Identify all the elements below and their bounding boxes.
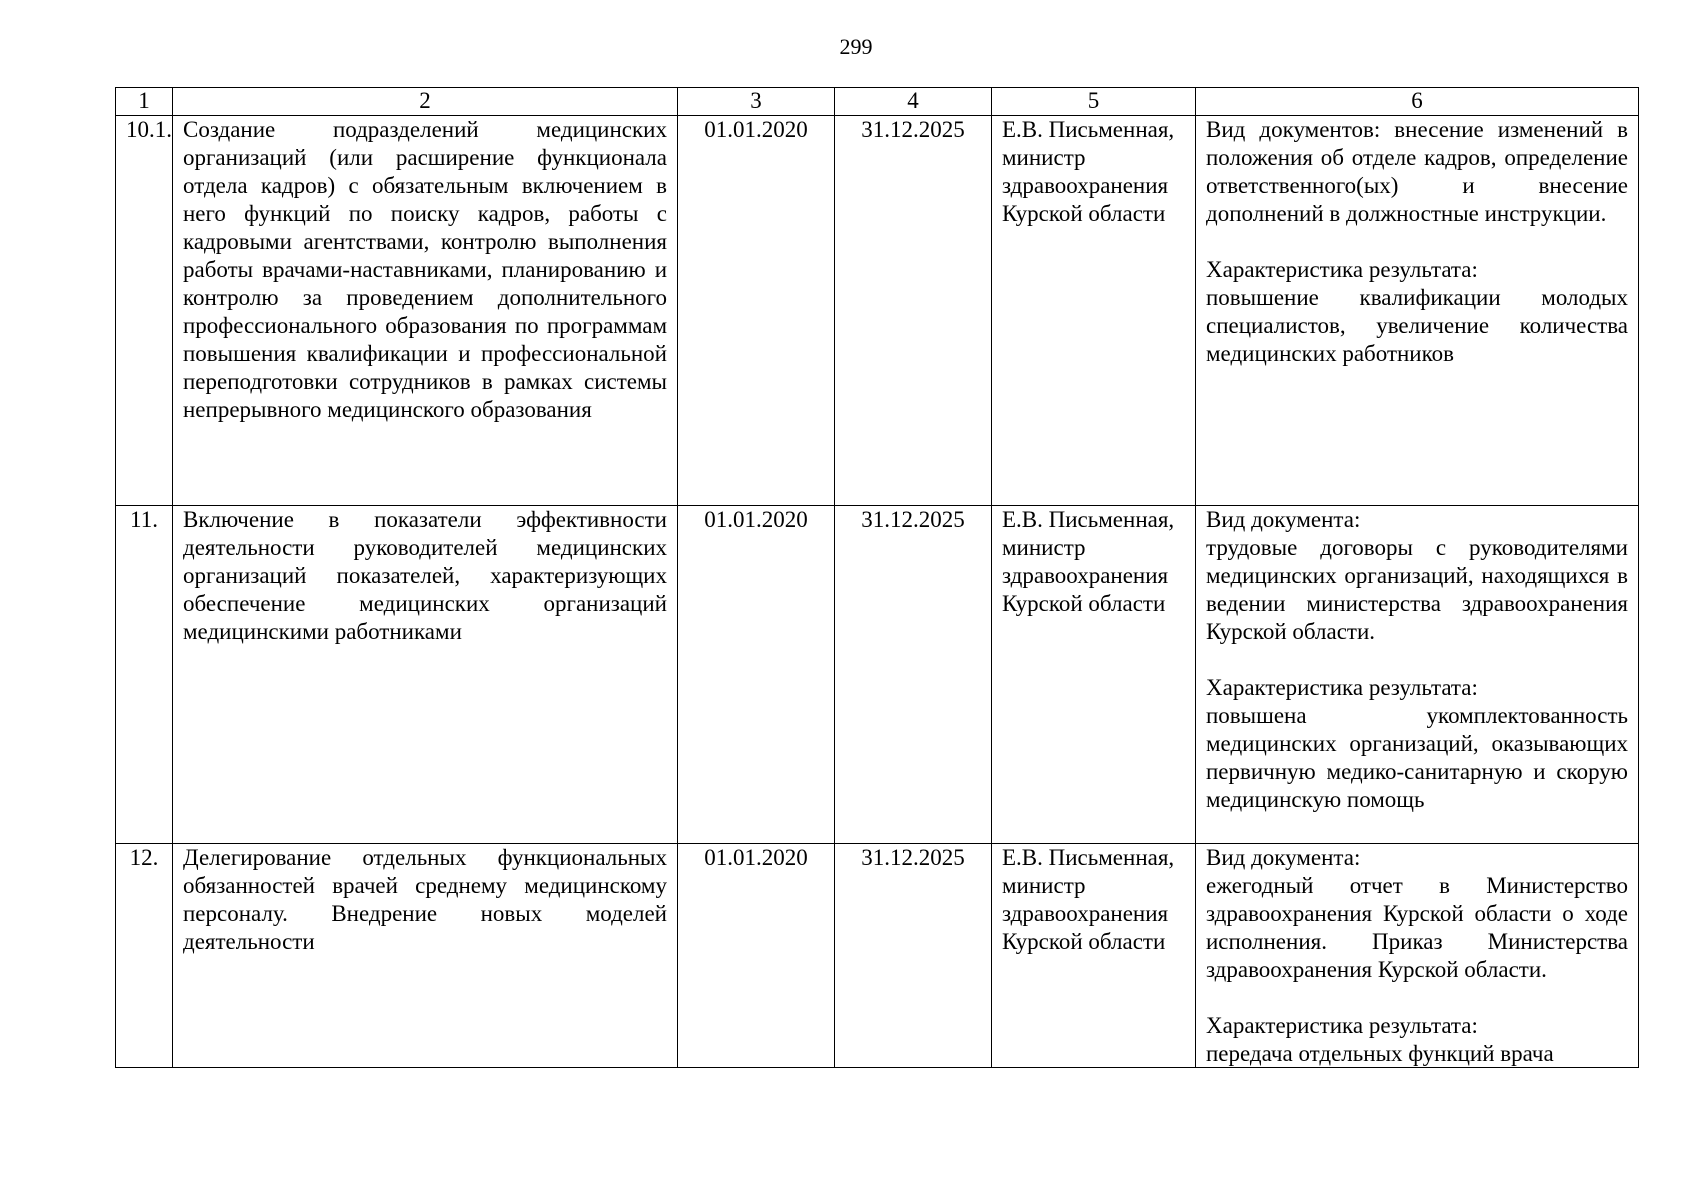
start-date: 01.01.2020 — [678, 506, 835, 844]
measure-description: Создание подразделений медицинских организаций (или расширение функционала отдела кадров) с обязательным включением в него функций по поиску кадров, работы с кадровыми агентствами, контролю выполнения работы врачами-наставниками, планированию и контролю за проведением дополнительного профессионального образования по программам повышения квалификации и профессиональной переподготовки сотрудников в рамках системы непрерывного медицинского образования — [173, 116, 678, 506]
column-header: 2 — [173, 88, 678, 116]
row-number: 11. — [116, 506, 173, 844]
start-date: 01.01.2020 — [678, 116, 835, 506]
column-header: 4 — [835, 88, 992, 116]
result-text: повышена укомплектованность медицинских организаций, оказывающих первичную медико-санитарную и скорую медицинскую помощь — [1206, 703, 1628, 812]
responsible-executor: Е.В. Письменная, министр здравоохранения Курской области — [992, 844, 1196, 1068]
table-row — [116, 116, 1639, 506]
table-row — [116, 506, 1639, 844]
column-header: 6 — [1196, 88, 1639, 116]
end-date: 31.12.2025 — [835, 844, 992, 1068]
document-text: ежегодный отчет в Министерство здравоохранения Курской области о ходе исполнения. Приказ Министерства здравоохранения Курской области. — [1206, 873, 1628, 982]
expected-result — [1196, 506, 1639, 844]
measure-description: Включение в показатели эффективности деятельности руководителей медицинских организаций показателей, характеризующих обеспечение медицинских организаций медицинскими работниками — [173, 506, 678, 844]
document-type: Вид документов: внесение изменений в положения об отделе кадров, определение ответственного(ых) и внесение дополнений в должностные инструкции. — [1206, 117, 1628, 226]
responsible-executor: Е.В. Письменная, министр здравоохранения Курской области — [992, 506, 1196, 844]
column-header: 5 — [992, 88, 1196, 116]
column-header: 3 — [678, 88, 835, 116]
result-label: Характеристика результата: — [1206, 257, 1478, 282]
page-number: 299 — [839, 34, 873, 59]
result-text: передача отдельных функций врача — [1206, 1041, 1554, 1066]
result-text: повышение квалификации молодых специалистов, увеличение количества медицинских работников — [1206, 285, 1628, 366]
table-header-row — [116, 88, 1639, 116]
column-header: 1 — [116, 88, 173, 116]
start-date: 01.01.2020 — [678, 844, 835, 1068]
document-text: трудовые договоры с руководителями медицинских организаций, находящихся в ведении министерства здравоохранения Курской области. — [1206, 535, 1628, 644]
document-type: Вид документа: — [1206, 507, 1361, 532]
result-label: Характеристика результата: — [1206, 675, 1478, 700]
document-type: Вид документа: — [1206, 845, 1361, 870]
expected-result — [1196, 844, 1639, 1068]
end-date: 31.12.2025 — [835, 116, 992, 506]
measure-description: Делегирование отдельных функциональных обязанностей врачей среднему медицинскому персоналу. Внедрение новых моделей деятельности — [173, 844, 678, 1068]
table-row — [116, 844, 1639, 1068]
measures-table — [115, 87, 1639, 1068]
row-number: 10.1. — [116, 116, 173, 506]
end-date: 31.12.2025 — [835, 506, 992, 844]
expected-result — [1196, 116, 1639, 506]
responsible-executor: Е.В. Письменная, министр здравоохранения Курской области — [992, 116, 1196, 506]
row-number: 12. — [116, 844, 173, 1068]
result-label: Характеристика результата: — [1206, 1013, 1478, 1038]
